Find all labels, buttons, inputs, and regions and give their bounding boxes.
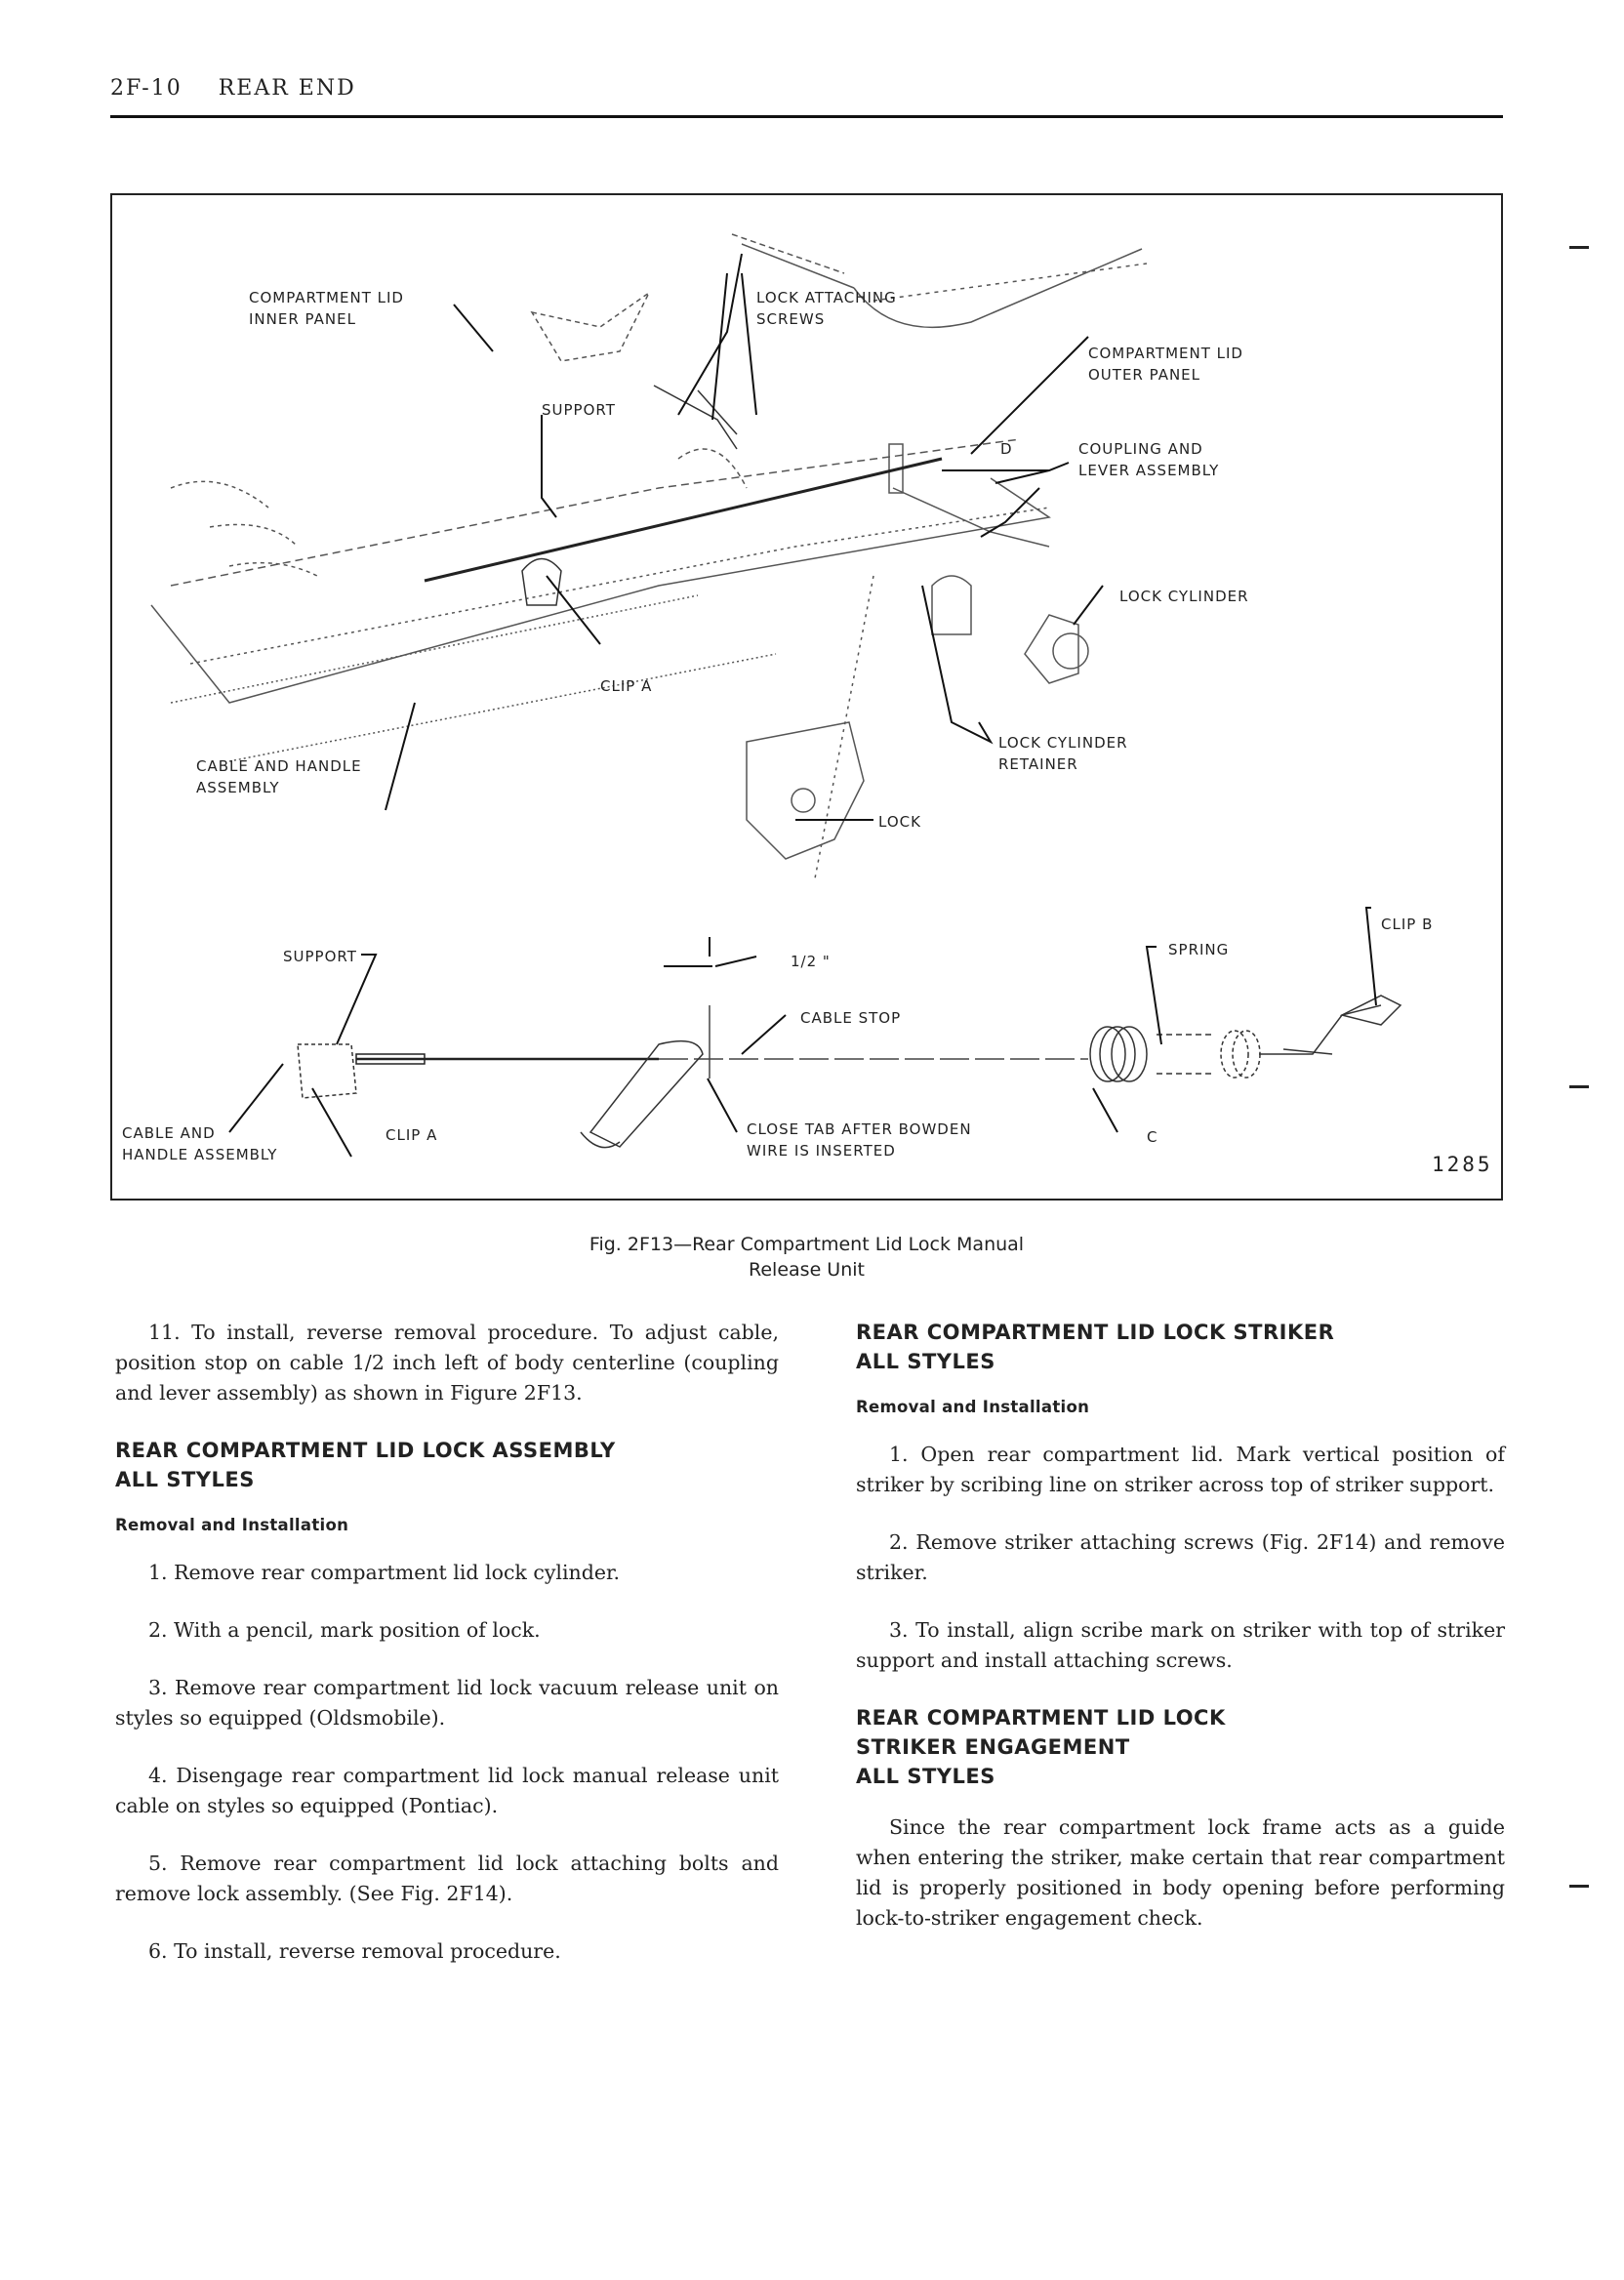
label-inner-panel: INNER PANEL (249, 310, 356, 328)
section-heading-striker (856, 1318, 1505, 1376)
heading-line: ALL STYLES (856, 1765, 995, 1788)
section-title: REAR END (218, 76, 356, 101)
heading-line: ALL STYLES (115, 1468, 255, 1491)
step-1: 1. Remove rear compartment lid lock cylinder. (148, 1561, 621, 1584)
engagement-paragraph: Since the rear compartment lock frame acts as a guide when entering the striker, make certain that rear compartment lid is properly positioned in body opening before performing lock-to-striker engagement check. (856, 1815, 1505, 1930)
label-lock-cylinder-retainer: LOCK CYLINDER (998, 734, 1128, 752)
step-6: 6. To install, reverse removal procedure. (148, 1939, 561, 1963)
figure-2f13 (110, 193, 1503, 1201)
heading-line: REAR COMPARTMENT LID LOCK ASSEMBLY (115, 1439, 616, 1462)
label-lock: LOCK (878, 813, 921, 831)
caption-line-2: Release Unit (749, 1259, 865, 1281)
label-outer-panel: OUTER PANEL (1088, 366, 1201, 384)
step-4: 4. Disengage rear compartment lid lock manual release unit cable on styles so equipped (Pontiac). (115, 1764, 779, 1817)
figure-number-label: 1285 (1432, 1153, 1493, 1176)
label-d: D (1000, 440, 1013, 458)
heading-line: ALL STYLES (856, 1350, 995, 1373)
subheading-removal-installation: Removal and Installation (856, 1398, 1090, 1416)
label-lock-attaching: LOCK ATTACHING (756, 289, 897, 306)
section-number: 2F-10 (110, 76, 183, 101)
heading-line: STRIKER ENGAGEMENT (856, 1735, 1130, 1759)
subheading-removal-installation: Removal and Installation (115, 1516, 349, 1534)
step-2: 2. With a pencil, mark position of lock. (148, 1618, 541, 1642)
label-clip-a-top: CLIP A (600, 677, 653, 695)
striker-step-3: 3. To install, align scribe mark on striker with top of striker support and install attaching screws. (856, 1618, 1505, 1672)
label-handle-assembly: HANDLE ASSEMBLY (122, 1146, 278, 1163)
margin-mark (1569, 246, 1589, 249)
right-column (856, 1318, 1505, 1961)
label-clip-a-bottom: CLIP A (386, 1126, 438, 1144)
label-wire-inserted: WIRE IS INSERTED (747, 1142, 896, 1160)
step-11: 11. To install, reverse removal procedure. To adjust cable, position stop on cable 1/2 inch left of body centerline (coupling and lever assembly) as shown in Figure 2F13. (115, 1321, 779, 1405)
striker-step-2: 2. Remove striker attaching screws (Fig. 2F14) and remove striker. (856, 1530, 1505, 1584)
label-close-tab: CLOSE TAB AFTER BOWDEN (747, 1120, 972, 1138)
step-5: 5. Remove rear compartment lid lock attaching bolts and remove lock assembly. (See Fig. 2F14). (115, 1852, 779, 1905)
label-clip-b: CLIP B (1381, 916, 1434, 933)
left-column (115, 1318, 779, 1994)
label-support-bottom: SUPPORT (283, 948, 357, 965)
label-cable-and: CABLE AND (122, 1124, 216, 1142)
label-lock-cylinder: LOCK CYLINDER (1119, 588, 1249, 605)
margin-mark (1569, 1885, 1589, 1888)
label-retainer: RETAINER (998, 755, 1078, 773)
section-heading-striker-engagement (856, 1703, 1505, 1791)
page-header (110, 76, 356, 101)
label-spring: SPRING (1168, 941, 1230, 958)
label-compartment-lid-inner: COMPARTMENT LID (249, 289, 404, 306)
label-support-top: SUPPORT (542, 401, 616, 419)
label-cable-handle-top: CABLE AND HANDLE (196, 757, 362, 775)
margin-mark (1569, 1085, 1589, 1088)
label-screws: SCREWS (756, 310, 826, 328)
heading-line: REAR COMPARTMENT LID LOCK STRIKER (856, 1321, 1335, 1344)
figure-caption (110, 1232, 1503, 1282)
label-half-inch: 1/2 " (791, 953, 831, 970)
caption-line-1: Fig. 2F13—Rear Compartment Lid Lock Manual (589, 1234, 1025, 1255)
section-heading-lock-assembly (115, 1436, 779, 1494)
label-assembly-top: ASSEMBLY (196, 779, 280, 796)
label-cable-stop: CABLE STOP (800, 1009, 902, 1027)
striker-step-1: 1. Open rear compartment lid. Mark vertical position of striker by scribing line on striker across top of striker support. (856, 1443, 1505, 1496)
lock-release-illustration (112, 195, 1505, 1202)
header-rule (110, 115, 1503, 118)
label-c: C (1147, 1128, 1158, 1146)
label-compartment-lid-outer: COMPARTMENT LID (1088, 345, 1243, 362)
step-3: 3. Remove rear compartment lid lock vacuum release unit on styles so equipped (Oldsmobile). (115, 1676, 779, 1730)
heading-line: REAR COMPARTMENT LID LOCK (856, 1706, 1226, 1730)
label-coupling: COUPLING AND (1078, 440, 1203, 458)
label-lever-assembly: LEVER ASSEMBLY (1078, 462, 1220, 479)
